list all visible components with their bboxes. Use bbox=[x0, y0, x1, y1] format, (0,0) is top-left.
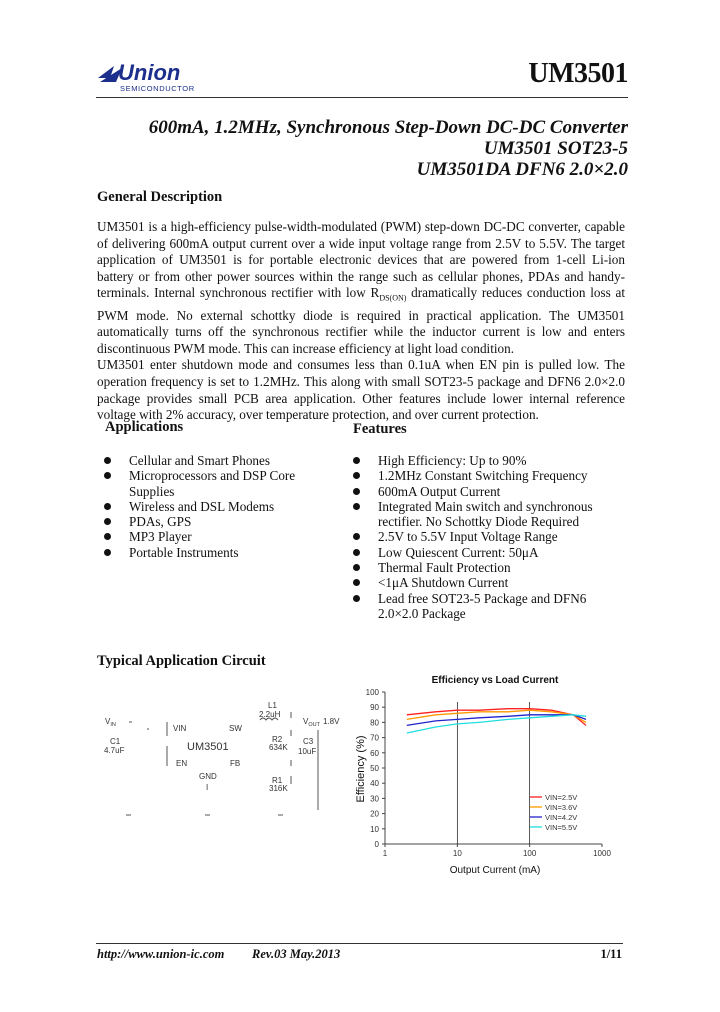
x-tick-label: 1000 bbox=[593, 849, 611, 858]
efficiency-chart bbox=[340, 672, 630, 882]
chart-title: Efficiency vs Load Current bbox=[431, 675, 559, 686]
list-item: 600mA Output Current bbox=[353, 484, 623, 499]
list-item: Wireless and DSL Modems bbox=[104, 499, 319, 514]
y-tick-label: 80 bbox=[370, 718, 379, 728]
package-dfn6: UM3501DA DFN6 2.0×2.0 bbox=[416, 159, 628, 180]
list-item: Low Quiescent Current: 50μA bbox=[353, 545, 623, 560]
list-item: MP3 Player bbox=[104, 529, 319, 544]
bullet-icon bbox=[104, 518, 111, 525]
legend-label: VIN=5.5V bbox=[545, 823, 578, 832]
bullet-icon bbox=[353, 488, 360, 495]
y-tick-label: 60 bbox=[370, 748, 379, 758]
bullet-icon bbox=[353, 503, 360, 510]
list-item: Integrated Main switch and synchronous rectifier. No Schottky Diode Required bbox=[353, 499, 623, 530]
bullet-icon bbox=[104, 533, 111, 540]
document-title: 600mA, 1.2MHz, Synchronous Step-Down DC-DC Converter bbox=[148, 117, 628, 138]
bullet-icon bbox=[104, 503, 111, 510]
footer-url[interactable]: http://www.union-ic.com bbox=[97, 947, 225, 961]
bullet-icon bbox=[104, 457, 111, 464]
l1-value: 2.2uH bbox=[259, 710, 281, 719]
footer-page-number: 1/11 bbox=[600, 947, 622, 961]
part-number: UM3501 bbox=[528, 58, 628, 89]
description-paragraph-1: UM3501 is a high-efficiency pulse-width-modulated (PWM) step-down DC-DC converter, capable of delivering 600mA output current over a wide input voltage range from 2.5V to 5.5V. The target application of UM3501 is for portable electronic devices that are powered from 1-cell Li-ion battery or from other power sources within the range such as cellular phones, PDAs and handy-terminals. Internal synchronous rectifier with low $R_{DS(ON)}$ dramatically reduces conduction loss at PWM mode. No external schottky diode is required in practical application. The UM3501 automatically turns off the synchronous rectifier while the inductor current is low and enters discontinuous PWM mode. This can increase efficiency at light load condition. bbox=[97, 219, 625, 356]
r2-value: 634K bbox=[269, 743, 288, 752]
inductor-symbol bbox=[260, 718, 278, 720]
bullet-icon bbox=[353, 549, 360, 556]
application-circuit-diagram bbox=[100, 700, 340, 830]
vin-label: $V_{IN}$ bbox=[105, 717, 116, 728]
footer-revision: Rev.03 May.2013 bbox=[252, 947, 341, 961]
description-paragraph-2: UM3501 enter shutdown mode and consumes less than 0.1uA when EN pin is pulled low. The operation frequency is set to 1.2MHz. This along with small SOT23-5 package and DFN6 2.0×2.0 package provides small PCB area application. Other features include lower internal reference voltage with 2% accuracy, over temperature protection, and over current protection. bbox=[97, 357, 625, 423]
header-divider bbox=[96, 97, 628, 98]
list-item: Lead free SOT23-5 Package and DFN6 2.0×2.0 Package bbox=[353, 591, 623, 622]
bullet-icon bbox=[104, 549, 111, 556]
list-item: Thermal Fault Protection bbox=[353, 560, 623, 575]
features-heading: Features bbox=[353, 421, 407, 437]
bullet-icon bbox=[353, 472, 360, 479]
bullet-icon bbox=[104, 472, 111, 479]
applications-heading: Applications bbox=[105, 419, 184, 435]
c3-label: C3 bbox=[303, 737, 314, 746]
legend-label: VIN=4.2V bbox=[545, 813, 578, 822]
x-tick-label: 1 bbox=[382, 849, 388, 858]
ic-label: UM3501 bbox=[187, 741, 229, 753]
pin-gnd-label: GND bbox=[199, 772, 217, 781]
c1-label: C1 bbox=[110, 737, 121, 746]
list-item: <1μA Shutdown Current bbox=[353, 575, 623, 590]
typical-application-heading: Typical Application Circuit bbox=[97, 653, 266, 669]
efficiency-chart-svg bbox=[340, 672, 630, 882]
r2-label: R2 bbox=[272, 735, 283, 744]
pin-en-label: EN bbox=[176, 759, 188, 768]
r1-label: R1 bbox=[272, 776, 283, 785]
chart-ylabel: Efficiency (%) bbox=[355, 735, 367, 803]
y-tick-label: 90 bbox=[370, 703, 379, 713]
company-logo bbox=[96, 56, 226, 96]
bullet-icon bbox=[353, 579, 360, 586]
y-tick-label: 40 bbox=[370, 779, 379, 789]
logo-subtitle: SEMICONDUCTOR bbox=[120, 84, 195, 93]
general-description-body bbox=[97, 219, 625, 424]
footer-divider bbox=[96, 943, 623, 944]
pin-vin-label: VIN bbox=[173, 724, 187, 733]
list-item: High Efficiency: Up to 90% bbox=[353, 453, 623, 468]
pin-sw-label: SW bbox=[229, 724, 242, 733]
chart-xlabel: Output Current (mA) bbox=[449, 865, 541, 876]
l1-label: L1 bbox=[268, 701, 277, 710]
package-sot23: UM3501 SOT23-5 bbox=[483, 138, 628, 159]
pin-gnd-number: I bbox=[206, 783, 209, 792]
y-tick-label: 100 bbox=[365, 688, 379, 697]
bullet-icon bbox=[353, 595, 360, 602]
legend-label: VIN=3.6V bbox=[545, 803, 578, 812]
y-tick-label: 20 bbox=[370, 809, 379, 819]
y-tick-label: 0 bbox=[374, 840, 379, 849]
applications-list bbox=[104, 453, 319, 560]
y-tick-label: 50 bbox=[370, 764, 379, 773]
bullet-icon bbox=[353, 457, 360, 464]
bullet-icon bbox=[353, 533, 360, 540]
y-tick-label: 70 bbox=[370, 733, 379, 743]
list-item: Cellular and Smart Phones bbox=[104, 453, 319, 468]
list-item: Microprocessors and DSP Core Supplies bbox=[104, 468, 319, 499]
c3-value: 10uF bbox=[298, 747, 317, 756]
c1-value: 4.7uF bbox=[104, 746, 125, 755]
features-list bbox=[353, 453, 623, 621]
y-tick-label: 30 bbox=[370, 794, 379, 804]
x-tick-label: 100 bbox=[522, 849, 537, 858]
r1-value: 316K bbox=[269, 784, 288, 793]
y-tick-label: 10 bbox=[370, 824, 379, 834]
pin-fb-label: FB bbox=[230, 759, 241, 768]
list-item: PDAs, GPS bbox=[104, 514, 319, 529]
x-tick-label: 10 bbox=[452, 849, 462, 858]
vout-label: $V_{OUT}$ 1.8V bbox=[303, 717, 340, 728]
legend-label: VIN=2.5V bbox=[545, 793, 578, 802]
list-item: Portable Instruments bbox=[104, 545, 319, 560]
bullet-icon bbox=[353, 564, 360, 571]
logo-wordmark: Union bbox=[118, 60, 181, 85]
list-item: 2.5V to 5.5V Input Voltage Range bbox=[353, 529, 623, 544]
general-description-heading: General Description bbox=[97, 189, 223, 205]
list-item: 1.2MHz Constant Switching Frequency bbox=[353, 468, 623, 483]
